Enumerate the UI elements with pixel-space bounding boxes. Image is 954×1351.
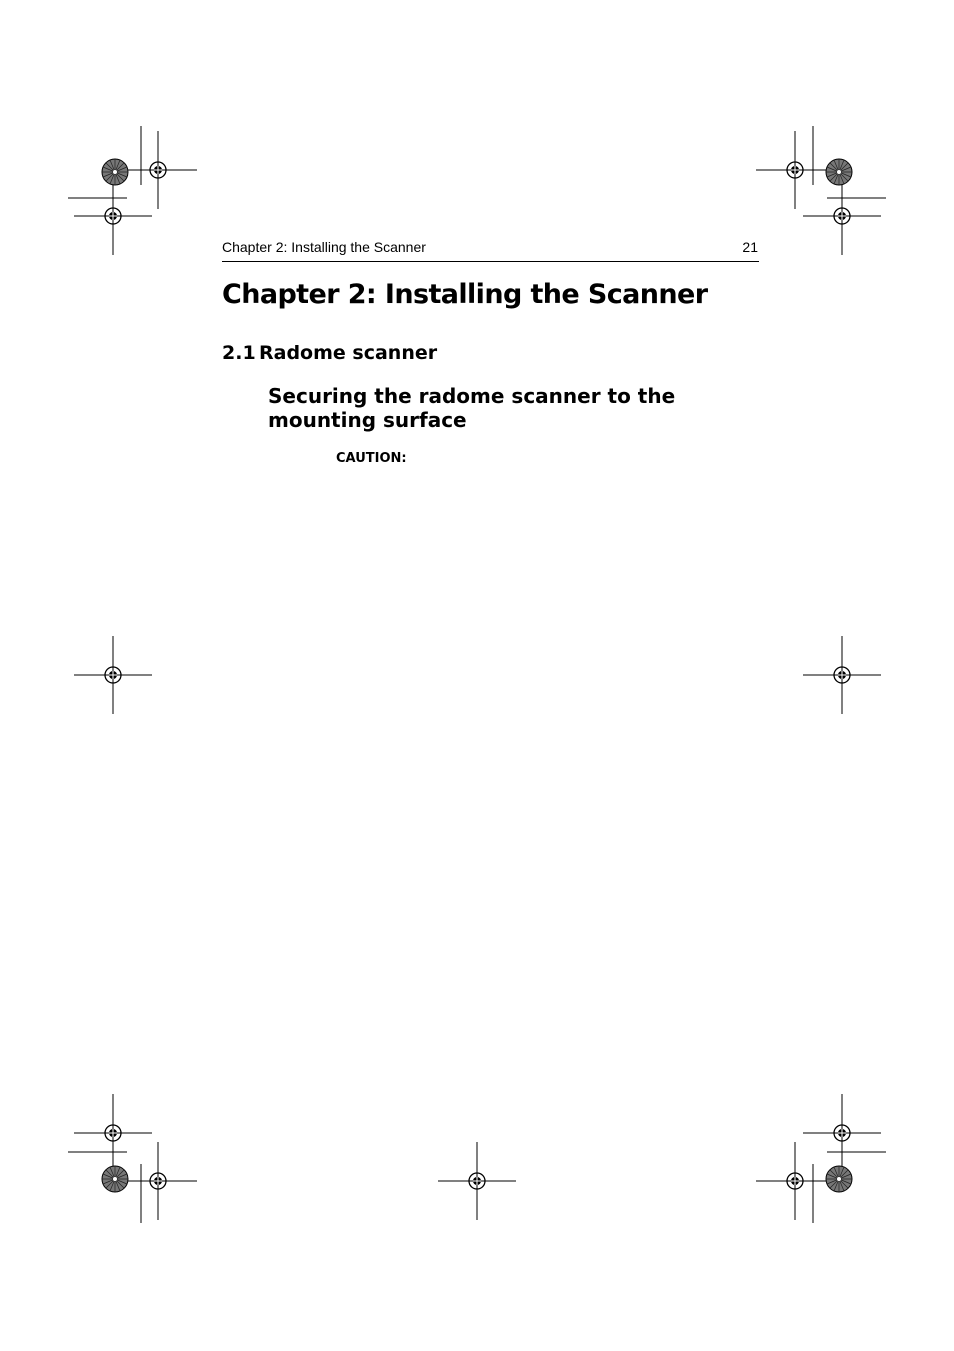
registration-mark bbox=[803, 177, 881, 255]
registration-mark bbox=[74, 636, 152, 714]
running-title: Chapter 2: Installing the Scanner bbox=[222, 239, 426, 255]
registration-mark bbox=[756, 1142, 834, 1220]
registration-mark bbox=[74, 1094, 152, 1172]
page-number: 21 bbox=[742, 239, 758, 255]
star-target bbox=[826, 1166, 852, 1192]
registration-mark bbox=[756, 131, 834, 209]
registration-mark bbox=[803, 636, 881, 714]
chapter-title: Chapter 2: Installing the Scanner bbox=[222, 279, 708, 310]
section-heading bbox=[222, 342, 437, 364]
section-title: Radome scanner bbox=[259, 342, 438, 364]
section-number: 2.1 bbox=[222, 342, 256, 364]
subsection-heading: Securing the radome scanner to the mounting surface bbox=[268, 384, 676, 432]
registration-mark bbox=[803, 1094, 881, 1172]
star-target bbox=[102, 1166, 128, 1192]
star-target bbox=[102, 159, 128, 185]
registration-mark bbox=[438, 1142, 516, 1220]
registration-mark bbox=[119, 1142, 197, 1220]
caution-label: CAUTION: bbox=[336, 451, 407, 466]
registration-mark bbox=[119, 131, 197, 209]
star-target bbox=[826, 159, 852, 185]
header-rule bbox=[222, 261, 759, 262]
registration-mark bbox=[74, 177, 152, 255]
